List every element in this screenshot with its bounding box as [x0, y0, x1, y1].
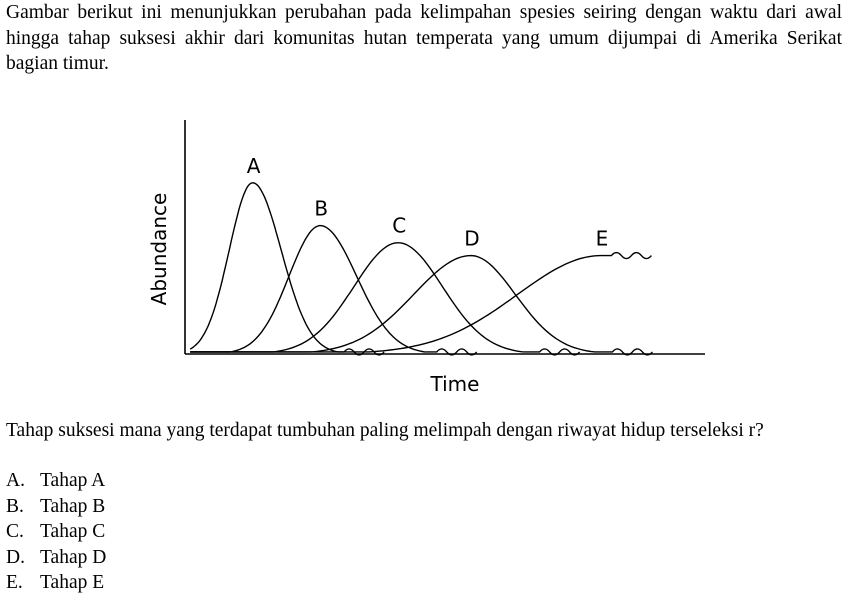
series-label-e: E — [595, 226, 609, 251]
option-letter: D. — [6, 546, 25, 568]
series-label-d: D — [464, 226, 480, 251]
option-text: Tahap A — [40, 470, 106, 491]
option-letter: A. — [6, 470, 25, 491]
answer-option[interactable] — [6, 519, 106, 545]
series-line-b — [190, 226, 480, 355]
series-line-d — [190, 256, 652, 355]
option-text: Tahap C — [40, 521, 106, 542]
answer-option[interactable] — [6, 468, 106, 494]
option-text: Tahap B — [40, 495, 106, 517]
succession-chart — [140, 112, 720, 402]
y-axis-label: Abundance — [147, 192, 171, 306]
series-label-b: B — [314, 196, 329, 221]
x-axis-label: Time — [430, 372, 480, 396]
option-text: Tahap D — [40, 546, 107, 568]
answer-option[interactable] — [6, 545, 106, 571]
answer-option[interactable] — [6, 494, 106, 520]
question-intro: Gambar berikut ini menunjukkan perubahan pada kelimpahan spesies seiring dengan waktu dari awal hingga tahap suksesi akhir dari komunitas hutan temperata yang umum dijumpai di Amerika Serikat bagian timur. — [6, 2, 842, 74]
series-line-c — [190, 243, 579, 355]
series-line-e — [190, 253, 651, 352]
series-label-c: C — [392, 213, 407, 238]
series-label-a: A — [246, 153, 261, 178]
option-text: Tahap E — [40, 572, 105, 593]
option-letter: B. — [6, 495, 24, 517]
chart-svg — [140, 112, 720, 402]
series-line-a — [190, 183, 384, 355]
option-letter: C. — [6, 521, 24, 542]
answer-options — [6, 468, 106, 596]
option-letter: E. — [6, 572, 23, 593]
question-prompt: Tahap suksesi mana yang terdapat tumbuhan paling melimpah dengan riwayat hidup terseleksi r? — [6, 420, 764, 441]
